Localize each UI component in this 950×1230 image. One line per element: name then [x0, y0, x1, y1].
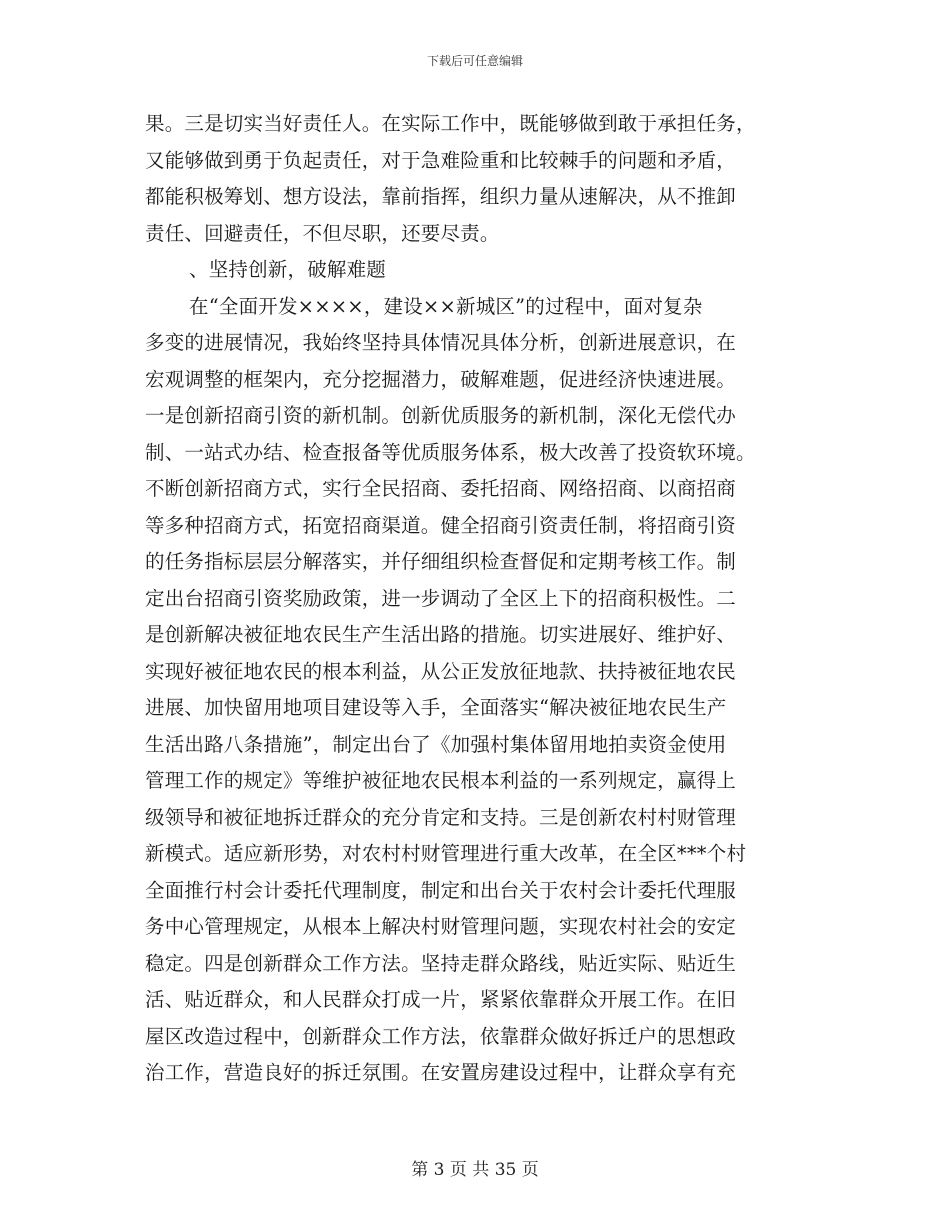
body-line: 新模式。适应新形势，对农村村财管理进行重大改革，在全区***个村	[145, 842, 747, 865]
body-line: 稳定。四是创新群众工作方法。坚持走群众路线，贴近实际、贴近生	[145, 951, 737, 975]
body-line: 实现好被征地农民的根本利益，从公正发放征地款、扶持被征地农民	[145, 659, 737, 683]
body-line: 等多种招商方式，拓宽招商渠道。健全招商引资责任制，将招商引资	[145, 513, 737, 537]
body-line: 生活出路八条措施”，制定出台了《加强村集体留用地拍卖资金使用	[145, 732, 727, 756]
body-line: 多变的进展情况，我始终坚持具体情况具体分析，创新进展意识，在	[145, 331, 737, 354]
body-line: 进展、加快留用地项目建设等入手，全面落实“解决被征地农民生产	[145, 696, 727, 719]
body-line: 的任务指标层层分解落实，并仔细组织检查督促和定期考核工作。制	[145, 550, 737, 573]
body-line: 果。三是切实当好责任人。在实际工作中，既能够做到敢于承担任务，	[145, 112, 756, 135]
body-line: 是创新解决被征地农民生产生活出路的措施。切实进展好、维护好、	[145, 623, 737, 646]
body-line: 务中心管理规定，从根本上解决村财管理问题，实现农村社会的安定	[145, 915, 737, 938]
page-header: 下载后可任意编辑	[426, 54, 523, 68]
section-heading: 、坚持创新，破解难题	[189, 258, 387, 281]
body-line: 定出台招商引资奖励政策，进一步调动了全区上下的招商积极性。二	[145, 586, 737, 610]
body-line: 制、一站式办结、检查报备等优质服务体系，极大改善了投资软环境。	[145, 440, 756, 464]
body-line: 在“全面开发××××，建设××新城区”的过程中，面对复杂	[189, 294, 703, 318]
body-line: 屋区改造过程中，创新群众工作方法，依靠群众做好拆迁户的思想政	[145, 1024, 737, 1048]
body-line: 又能够做到勇于负起责任，对于急难险重和比较棘手的问题和矛盾，	[145, 148, 737, 172]
body-line: 全面推行村会计委托代理制度，制定和出台关于农村会计委托代理服	[145, 878, 737, 902]
body-line: 管理工作的规定》等维护被征地农民根本利益的一系列规定，赢得上	[145, 769, 737, 792]
body-line: 级领导和被征地拆迁群众的充分肯定和支持。三是创新农村村财管理	[145, 805, 737, 829]
body-line: 宏观调整的框架内，充分挖掘潜力，破解难题，促进经济快速进展。	[145, 367, 737, 391]
body-line: 不断创新招商方式，实行全民招商、委托招商、网络招商、以商招商	[145, 477, 737, 500]
page-footer: 第 3 页 共 35 页	[411, 1160, 539, 1180]
body-line: 治工作，营造良好的拆迁氛围。在安置房建设过程中，让群众享有充	[145, 1061, 737, 1084]
body-line: 活、贴近群众，和人民群众打成一片，紧紧依靠群众开展工作。在旧	[145, 988, 737, 1011]
body-line: 都能积极筹划、想方设法，靠前指挥，组织力量从速解决，从不推卸	[145, 185, 737, 208]
document-body	[145, 106, 805, 1092]
body-line: 一是创新招商引资的新机制。创新优质服务的新机制，深化无偿代办	[145, 404, 737, 427]
body-line: 责任、回避责任，不但尽职，还要尽责。	[145, 221, 500, 245]
